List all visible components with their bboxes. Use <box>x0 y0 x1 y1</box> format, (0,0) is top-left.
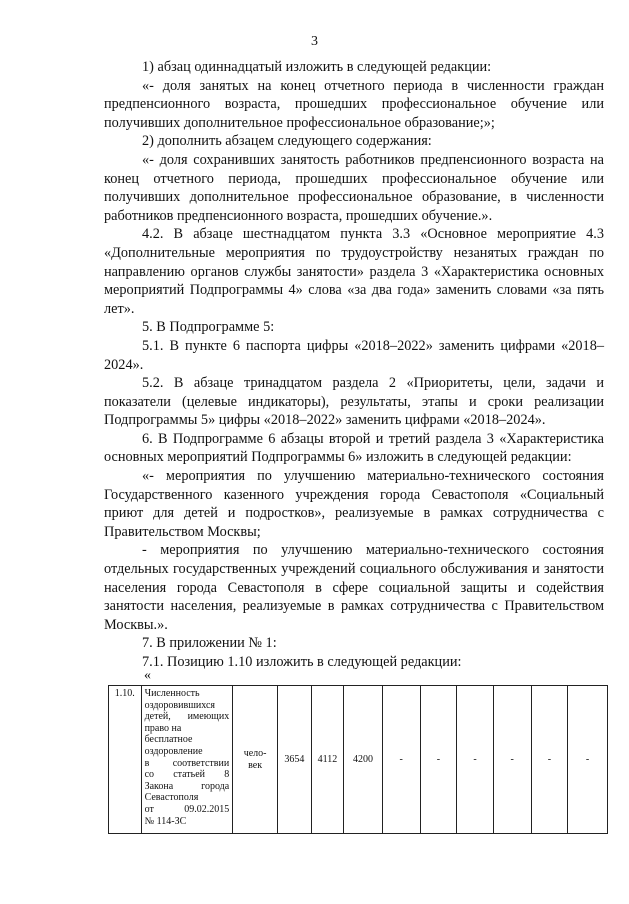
description-line: Закона города <box>144 780 230 792</box>
page-number: 3 <box>311 34 318 49</box>
paragraph: «- доля занятых на конец отчетного периода в численности граждан предпенсионного возраста, прошедших профессиональное обучение или получивших дополнительное профессиональное образование;»; <box>104 77 604 131</box>
value-cell: - <box>568 686 608 834</box>
value-cell: - <box>457 686 494 834</box>
paragraph: «- доля сохранивших занятость работников предпенсионного возраста на конец отчетного периода, прошедших профессиональное обучение или получивших дополнительное профессиональное образование, в численности работников предпенсионного возраста, прошедших обучение.». <box>104 151 604 224</box>
paragraph: 5.1. В пункте 6 паспорта цифры «2018–2022» заменить цифрами «2018–2024». <box>104 337 604 373</box>
paragraph: 7.1. Позицию 1.10 изложить в следующей редакции: <box>142 654 462 670</box>
open-quote: « <box>144 668 151 683</box>
description-line: оздоровившихся <box>144 699 216 711</box>
paragraph: 6. В Подпрограмме 6 абзацы второй и третий раздела 3 «Характеристика основных мероприятий Подпрограммы 6» изложить в следующей редакции: <box>104 430 604 466</box>
description-line: от 09.02.2015 <box>144 803 230 815</box>
paragraph: 7. В приложении № 1: <box>142 635 277 652</box>
description-line: оздоровление <box>144 745 203 757</box>
paragraph: - мероприятия по улучшению материально-технического состояния отдельных государственных учреждений социального обслуживания и занятости населения города Севастополя в сфере социальной защиты и содействия занятости населения, реализуемые в рамках сотрудничества с Правительством Москвы.». <box>104 542 604 633</box>
description-line: право на <box>144 722 182 734</box>
paragraph: 4.2. В абзаце шестнадцатом пункта 3.3 «Основное мероприятие 4.3 «Дополнительные мероприятия по трудоустройству незанятых граждан по направлению органов службы занятости» раздела 3 «Характеристика основных мероприятий Подпрограммы 4» слова «за два года» заменить словами «за пять лет». <box>104 226 604 317</box>
description-line: со статьей 8 <box>144 769 230 781</box>
appendix-table <box>108 685 608 834</box>
paragraph: 5.2. В абзаце тринадцатом раздела 2 «Приоритеты, цели, задачи и показатели (целевые индикаторы), результаты, этапы и сроки реализации Подпрограммы 5» цифры «2018–2022» заменить цифрами «2018–2024». <box>104 375 604 429</box>
paragraph: 5. В Подпрограмме 5: <box>142 319 275 336</box>
description-line: в соответствии <box>144 757 230 769</box>
description-line: Севастополя <box>144 792 199 804</box>
unit-cell: чело- век <box>233 686 278 834</box>
paragraph: 1) абзац одиннадцатый изложить в следующей редакции: <box>142 59 492 75</box>
paragraph: 2) дополнить абзацем следующего содержания: <box>142 133 432 150</box>
value-cell: - <box>420 686 457 834</box>
value-cell: - <box>493 686 531 834</box>
description-line: Численность <box>144 688 200 699</box>
value-cell: 4112 <box>311 686 344 834</box>
description-line: № 114-ЗС <box>144 815 187 827</box>
document-body <box>104 58 604 672</box>
indicator-description-cell <box>141 686 233 834</box>
value-cell: - <box>531 686 568 834</box>
description-line: бесплатное <box>144 734 193 746</box>
paragraph: «- мероприятия по улучшению материально-технического состояния Государственного казенного учреждения города Севастополя «Социальный приют для детей и подростков», реализуемые в рамках сотрудничества с Правительством Москвы; <box>104 468 604 540</box>
value-cell: 3654 <box>278 686 312 834</box>
value-cell: 4200 <box>344 686 383 834</box>
row-number-cell: 1.10. <box>109 686 142 834</box>
value-cell: - <box>382 686 420 834</box>
table-row <box>109 686 608 834</box>
description-line: детей, имеющих <box>144 711 230 723</box>
